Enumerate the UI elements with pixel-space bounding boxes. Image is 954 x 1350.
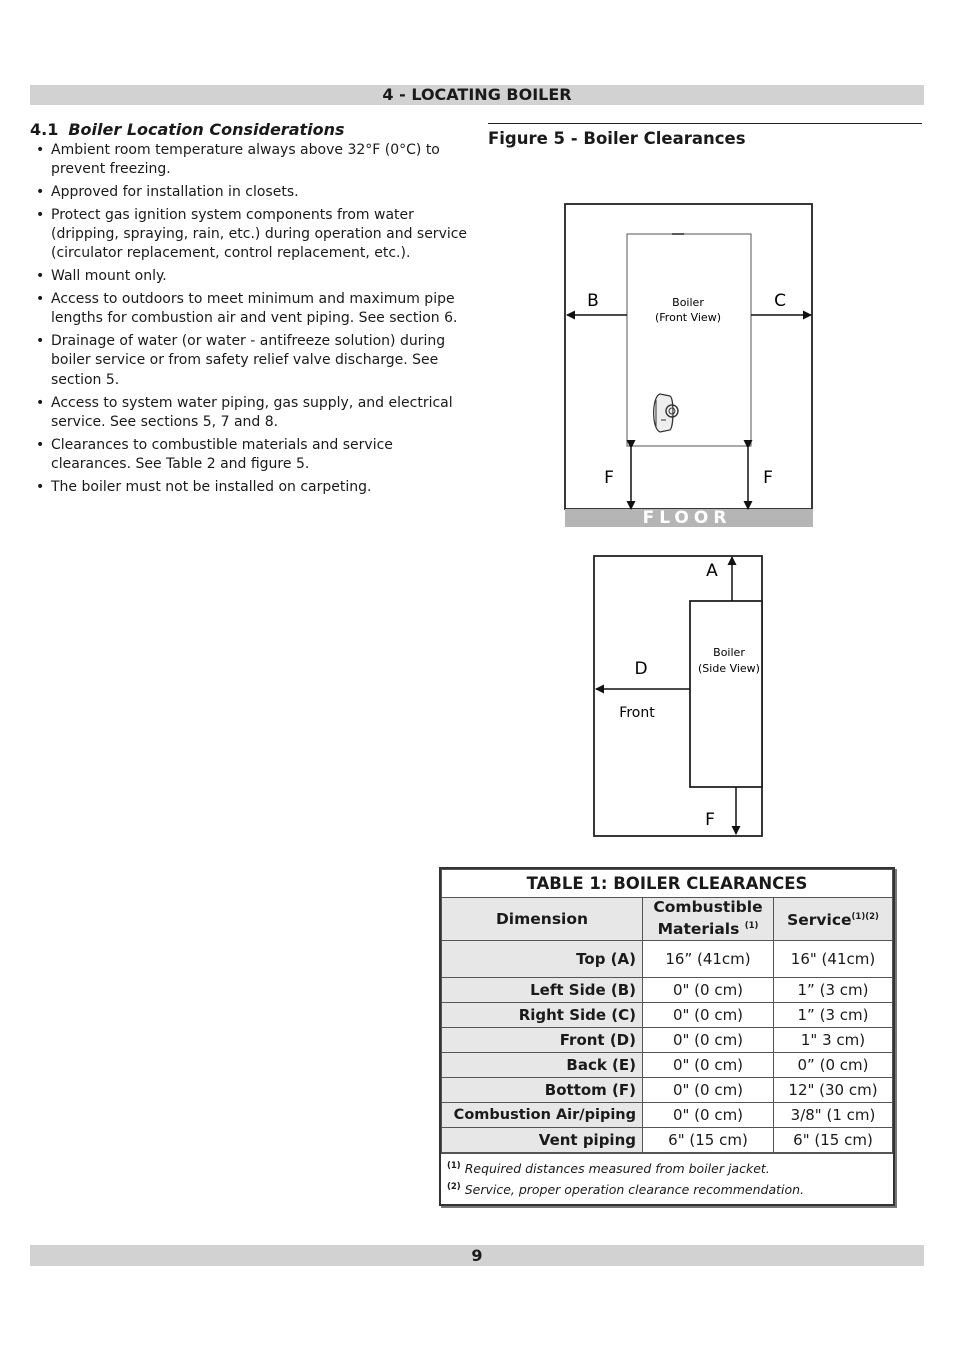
label-b: B [587, 291, 599, 311]
list-item: • Access to outdoors to meet minimum and maximum pipe lengths for combustion air and vent piping. See section 6. [36, 290, 476, 329]
floor-label: FLOOR [642, 508, 732, 528]
label-a: A [706, 561, 718, 581]
row-service: 3/8" (1 cm) [774, 1103, 893, 1128]
footnote-1 [447, 1157, 885, 1178]
footnote-1-mark: (1) [447, 1161, 461, 1171]
section-header-text: 4 - LOCATING BOILER [382, 85, 572, 104]
list-item: • Clearances to combustible materials and service clearances. See Table 2 and figure 5. [36, 436, 476, 475]
col-header-dimension: Dimension [442, 898, 643, 941]
table-row [442, 1028, 893, 1053]
table-footnotes [441, 1153, 893, 1204]
boiler-side-label-2: (Side View) [698, 662, 760, 675]
front-label: Front [619, 705, 655, 721]
table-row [442, 1078, 893, 1103]
figure-title: Figure 5 - Boiler Clearances [488, 129, 746, 148]
boiler-side [690, 601, 762, 787]
col-header-service [774, 898, 893, 941]
list-item: • Protect gas ignition system components from water (dripping, spraying, rain, etc.) during operation and service (circulator replacement, control replacement, etc.). [36, 206, 476, 264]
footnote-1-text: Required distances measured from boiler jacket. [464, 1161, 770, 1177]
table-row [442, 941, 893, 978]
section-number: 4.1 [30, 120, 59, 139]
boiler-front [627, 234, 751, 446]
list-item: • Ambient room temperature always above 32°F (0°C) to prevent freezing. [36, 141, 476, 180]
row-combustible: 0" (0 cm) [643, 978, 774, 1003]
section-title: Boiler Location Considerations [68, 120, 345, 139]
footnote-2 [447, 1178, 885, 1199]
page-footer-bar [30, 1245, 924, 1266]
row-service: 1" 3 cm) [774, 1028, 893, 1053]
row-combustible: 0" (0 cm) [643, 1053, 774, 1078]
row-service: 1” (3 cm) [774, 978, 893, 1003]
row-service: 6" (15 cm) [774, 1128, 893, 1153]
list-item: • Approved for installation in closets. [36, 183, 476, 202]
row-service: 16" (41cm) [774, 941, 893, 978]
row-combustible: 6" (15 cm) [643, 1128, 774, 1153]
label-c: C [774, 291, 786, 311]
row-dimension: Back (E) [442, 1053, 643, 1078]
col-header-combustible-line2: Materials [657, 920, 740, 939]
row-service: 1” (3 cm) [774, 1003, 893, 1028]
row-dimension: Left Side (B) [442, 978, 643, 1003]
row-dimension: Vent piping [442, 1128, 643, 1153]
row-combustible: 16” (41cm) [643, 941, 774, 978]
list-item: • Access to system water piping, gas supply, and electrical service. See sections 5, 7 and 8. [36, 394, 476, 433]
col-header-service-note: (1)(2) [851, 911, 879, 922]
boiler-side-label-1: Boiler [713, 646, 745, 659]
page-number: 9 [471, 1246, 483, 1265]
list-item: • The boiler must not be installed on carpeting. [36, 478, 476, 497]
col-header-combustible-line1: Combustible [653, 898, 763, 917]
row-combustible: 0" (0 cm) [643, 1103, 774, 1128]
clearances-table [439, 867, 895, 1206]
table-row [442, 1053, 893, 1078]
row-combustible: 0" (0 cm) [643, 1003, 774, 1028]
row-dimension: Combustion Air/piping [442, 1103, 643, 1128]
boiler-front-label-1: Boiler [672, 296, 704, 309]
col-header-service-label: Service [787, 911, 852, 930]
footnote-2-text: Service, proper operation clearance recommendation. [464, 1182, 805, 1198]
table-row [442, 1003, 893, 1028]
table-row [442, 1128, 893, 1153]
row-dimension: Bottom (F) [442, 1078, 643, 1103]
row-service: 0” (0 cm) [774, 1053, 893, 1078]
row-dimension: Front (D) [442, 1028, 643, 1053]
boiler-front-label-2: (Front View) [654, 311, 722, 324]
row-dimension: Right Side (C) [442, 1003, 643, 1028]
label-f-side: F [705, 810, 715, 830]
col-header-combustible-note: (1) [744, 921, 759, 932]
col-header-combustible [643, 898, 774, 941]
list-item: • Wall mount only. [36, 267, 476, 286]
list-item: • Drainage of water (or water - antifreeze solution) during boiler service or from safety relief valve discharge. See section 5. [36, 332, 476, 390]
table-title: TABLE 1: BOILER CLEARANCES [442, 870, 893, 898]
table-row [442, 1103, 893, 1128]
table-row [442, 978, 893, 1003]
row-combustible: 0" (0 cm) [643, 1078, 774, 1103]
footnote-2-mark: (2) [447, 1182, 461, 1193]
row-combustible: 0" (0 cm) [643, 1028, 774, 1053]
row-dimension: Top (A) [442, 941, 643, 978]
label-f-right: F [763, 468, 773, 488]
side-view [594, 556, 762, 836]
row-service: 12" (30 cm) [774, 1078, 893, 1103]
front-view [565, 204, 813, 528]
label-d: D [634, 659, 648, 679]
label-f-left: F [604, 468, 614, 488]
